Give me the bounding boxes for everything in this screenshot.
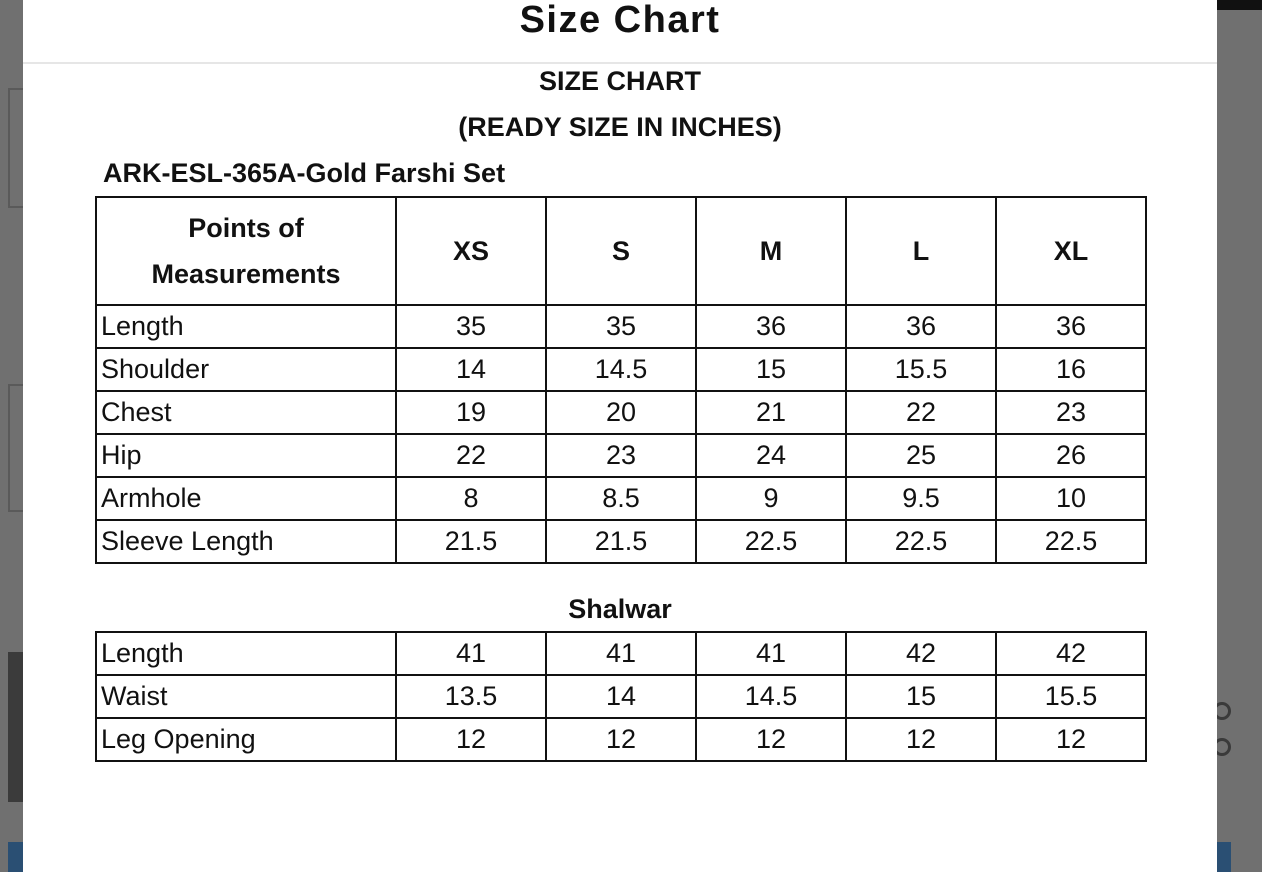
table-cell: 35 (396, 305, 546, 348)
size-chart-modal (23, 0, 1217, 872)
table-row (96, 718, 1146, 761)
table-cell: 16 (996, 348, 1146, 391)
table-cell: 26 (996, 434, 1146, 477)
row-label: Leg Opening (96, 718, 396, 761)
row-label: Chest (96, 391, 396, 434)
table-cell: 21 (696, 391, 846, 434)
table-header-row (96, 197, 1146, 305)
table-cell: 12 (546, 718, 696, 761)
table-cell: 21.5 (396, 520, 546, 563)
table-row (96, 305, 1146, 348)
table-cell: 41 (396, 632, 546, 675)
table-cell: 36 (996, 305, 1146, 348)
table-cell: 14 (546, 675, 696, 718)
table-cell: 22 (846, 391, 996, 434)
table-cell: 8 (396, 477, 546, 520)
table-cell: 10 (996, 477, 1146, 520)
background-bar (1217, 842, 1231, 872)
table-cell: 14.5 (546, 348, 696, 391)
table-cell: 41 (696, 632, 846, 675)
table-cell: 22.5 (846, 520, 996, 563)
table-cell: 12 (396, 718, 546, 761)
table-cell: 15.5 (996, 675, 1146, 718)
table-cell: 20 (546, 391, 696, 434)
row-label: Armhole (96, 477, 396, 520)
measurement-header-line2: Measurements (151, 259, 341, 289)
shalwar-title: Shalwar (568, 594, 672, 624)
size-header: S (546, 197, 696, 305)
chart-subheading: (READY SIZE IN INCHES) (458, 112, 782, 142)
table-cell: 19 (396, 391, 546, 434)
size-chart-image (23, 64, 1217, 872)
measurement-header-line1: Points of (188, 213, 304, 243)
table-cell: 12 (846, 718, 996, 761)
table-cell: 14.5 (696, 675, 846, 718)
table-row (96, 391, 1146, 434)
table-cell: 14 (396, 348, 546, 391)
shirt-size-table (95, 196, 1147, 564)
table-cell: 12 (996, 718, 1146, 761)
row-label: Shoulder (96, 348, 396, 391)
table-row (96, 632, 1146, 675)
table-cell: 15.5 (846, 348, 996, 391)
size-header: XS (396, 197, 546, 305)
table-cell: 23 (996, 391, 1146, 434)
modal-title: Size Chart (519, 0, 721, 41)
product-name: ARK-ESL-365A-Gold Farshi Set (103, 158, 506, 188)
table-cell: 15 (696, 348, 846, 391)
table-cell: 36 (696, 305, 846, 348)
table-cell: 25 (846, 434, 996, 477)
table-cell: 42 (846, 632, 996, 675)
table-cell: 35 (546, 305, 696, 348)
table-cell: 42 (996, 632, 1146, 675)
table-row (96, 434, 1146, 477)
table-cell: 22.5 (996, 520, 1146, 563)
table-cell: 22.5 (696, 520, 846, 563)
table-cell: 9.5 (846, 477, 996, 520)
table-cell: 41 (546, 632, 696, 675)
row-label: Waist (96, 675, 396, 718)
table-row (96, 348, 1146, 391)
table-cell: 36 (846, 305, 996, 348)
table-cell: 23 (546, 434, 696, 477)
table-row (96, 675, 1146, 718)
row-label: Length (96, 632, 396, 675)
table-cell: 13.5 (396, 675, 546, 718)
row-label: Hip (96, 434, 396, 477)
table-cell: 8.5 (546, 477, 696, 520)
size-header: L (846, 197, 996, 305)
row-label: Sleeve Length (96, 520, 396, 563)
size-header: M (696, 197, 846, 305)
table-cell: 22 (396, 434, 546, 477)
measurement-header (96, 197, 396, 305)
size-header: XL (996, 197, 1146, 305)
table-cell: 9 (696, 477, 846, 520)
chart-heading: SIZE CHART (539, 66, 701, 96)
table-cell: 12 (696, 718, 846, 761)
table-cell: 24 (696, 434, 846, 477)
table-row (96, 477, 1146, 520)
shalwar-size-table (95, 631, 1147, 762)
table-cell: 15 (846, 675, 996, 718)
row-label: Length (96, 305, 396, 348)
table-row (96, 520, 1146, 563)
table-cell: 21.5 (546, 520, 696, 563)
